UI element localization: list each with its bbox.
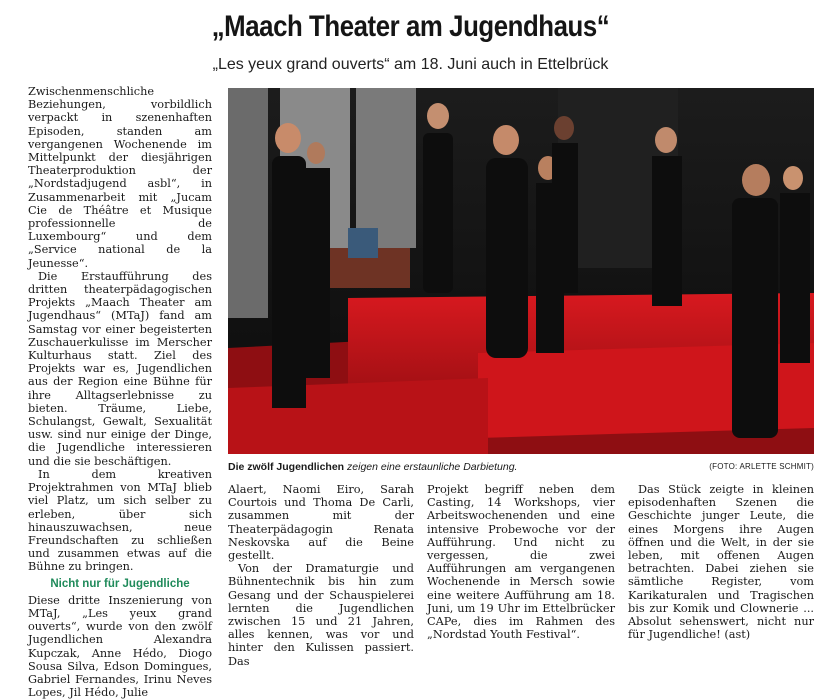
column-2 bbox=[228, 483, 414, 668]
photo-credit: (FOTO: ARLETTE SCHMIT) bbox=[709, 462, 814, 471]
paragraph-intro: Zwischenmenschliche Beziehungen, vorbildlich verpackt in szenenhaften Episoden, standen am vergangenen Wochenende im Mittelpunkt der diesjährigen Theaterproduktion der „Nordstadjugend asbl“, in Zusammenarbeit mit „Jucam Cie de Théâtre et Musique professionnelle de Luxembourg“ und dem „Service national de la Jeunesse“. bbox=[28, 85, 212, 270]
column-4 bbox=[628, 483, 814, 641]
column-1 bbox=[28, 85, 212, 699]
paragraph-project-scope: Projekt begriff neben dem Casting, 14 Workshops, vier Arbeitswochenenden und eine intensive Probewoche vor der Aufführung. Und nicht zu vergessen, die zwei Aufführungen am vergangenen Wochenende in Mersch sowie eine weitere Aufführung am 18. Juni, um 19 Uhr im Ettelbrücker CAPe, dies im Rahmen des „Nordstad Youth Festival“. bbox=[427, 483, 615, 642]
caption-bold: Die zwölf Jugendlichen bbox=[228, 461, 345, 473]
section-subheading: Nicht nur für Jugendliche bbox=[50, 577, 190, 590]
column-3 bbox=[427, 483, 615, 641]
article-subheadline: „Les yeux grand ouverts“ am 18. Juni auch in Ettelbrück bbox=[212, 56, 609, 73]
article-headline: „Maach Theater am Jugendhaus“ bbox=[211, 10, 610, 43]
stage-photo-illustration bbox=[228, 88, 814, 454]
paragraph-cast: Diese dritte Inszenierung von MTaJ, „Les yeux grand ouverts“, wurde von den zwölf Jugendlichen Alexandra Kupczak, Anne Hédo, Diogo Sousa Silva, Edson Domingues, Gabriel Fernandes, Irinu Neves Lopes, Jil Hédo, Julie bbox=[28, 593, 212, 699]
paragraph-project-frame: In dem kreativen Projektrahmen von MTaJ blieb viel Platz, um sich selber zu erleben, über sich hinauszuwachsen, neue Freundschaften zu schließen und zusammen etwas auf die Bühne zu bringen. bbox=[28, 467, 212, 574]
paragraph-premiere: Die Erstaufführung des dritten theaterpädagogischen Projekts „Maach Theater am Jugendhaus“ (MTaJ) fand am Samstag vor einer begeisterten Zuschauerkulisse im Merscher Kulturhaus statt. Ziel des Projekts war es, Jugendlichen aus der Region eine Bühne für ihre Alltagserlebnisse zu bieten. Träume, Liebe, Schulangst, Gewalt, Sexualität usw. sind nur einige der Dinge, die Jugendliche interessieren und die sie beschäftigen. bbox=[28, 269, 212, 468]
paragraph-dramaturgy: Von der Dramaturgie und Bühnentechnik bis hin zum Gesang und der Schauspielerei lernten die Jugendlichen zwischen 15 und 21 Jahren, alles kennen, was vor und hinter den Kulissen passiert. Das bbox=[228, 562, 414, 668]
paragraph-play-summary: Das Stück zeigte in kleinen episodenhaften Szenen die Geschichte junger Leute, die eines Morgens ihre Augen öffnen und die Welt, in der sie leben, mit offenen Augen betrachten. Dabei ziehen sie sämtliche Register, vom Karikaturalen und Tragischen bis zur Komik und Clownerie ... Absolut sehenswert, nicht nur für Jugendliche! (ast) bbox=[628, 483, 814, 642]
stage-photo bbox=[228, 88, 814, 454]
photo-caption bbox=[228, 461, 814, 473]
caption-italic: zeigen eine erstaunliche Darbietung. bbox=[344, 461, 518, 473]
paragraph-cast-continued: Alaert, Naomi Eiro, Sarah Courtois und Thoma De Carli, zusammen mit der Theaterpädagogin Renata Neskovska auf die Beine gestellt. bbox=[228, 483, 414, 563]
